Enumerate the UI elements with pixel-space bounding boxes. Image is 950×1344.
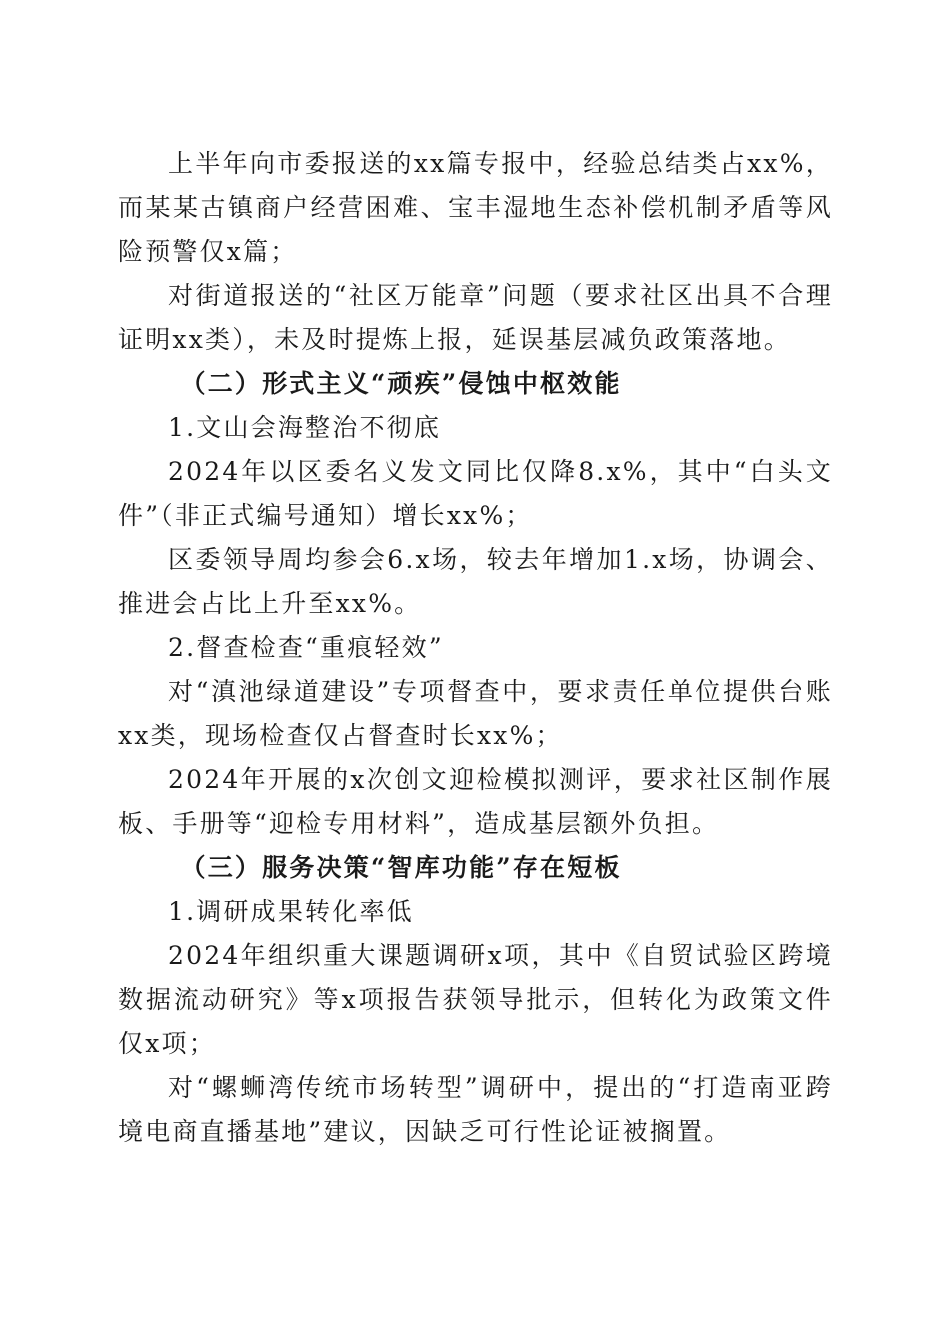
paragraph-civilization-inspection: 2024年开展的x次创文迎检模拟测评，要求社区制作展板、手册等“迎检专用材料”，造成基层额外负担。 [118, 765, 833, 838]
section-heading-formalism: （二）形式主义“顽疾”侵蚀中枢效能 [180, 369, 622, 398]
paragraph-research-topics: 2024年组织重大课题调研x项，其中《自贸试验区跨境数据流动研究》等x项报告获领导批示，但转化为政策文件仅x项； [118, 941, 833, 1058]
section-heading-think-tank: （三）服务决策“智库功能”存在短板 [180, 853, 622, 882]
paragraph-greenway-inspection: 对“滇池绿道建设”专项督查中，要求责任单位提供台账xx类，现场检查仅占督查时长xx%； [118, 677, 833, 750]
subheading-inspection: 2.督查检查“重痕轻效” [168, 633, 444, 662]
subheading-research: 1.调研成果转化率低 [168, 897, 414, 926]
paragraph-documents: 2024年以区委名义发文同比仅降8.x%，其中“白头文件”（非正式编号通知）增长xx%； [118, 457, 833, 530]
document-body [118, 142, 833, 1154]
paragraph-special-reports: 上半年向市委报送的xx篇专报中，经验总结类占xx%，而某某古镇商户经营困难、宝丰湿地生态补偿机制矛盾等风险预警仅x篇； [118, 149, 833, 266]
subheading-meetings: 1.文山会海整治不彻底 [168, 413, 442, 442]
paragraph-market-transformation: 对“螺蛳湾传统市场转型”调研中，提出的“打造南亚跨境电商直播基地”建议，因缺乏可行性论证被搁置。 [118, 1073, 833, 1146]
paragraph-leader-meetings: 区委领导周均参会6.x场，较去年增加1.x场，协调会、推进会占比上升至xx%。 [118, 545, 833, 618]
paragraph-community-stamp: 对街道报送的“社区万能章”问题（要求社区出具不合理证明xx类），未及时提炼上报，延误基层减负政策落地。 [118, 281, 833, 354]
